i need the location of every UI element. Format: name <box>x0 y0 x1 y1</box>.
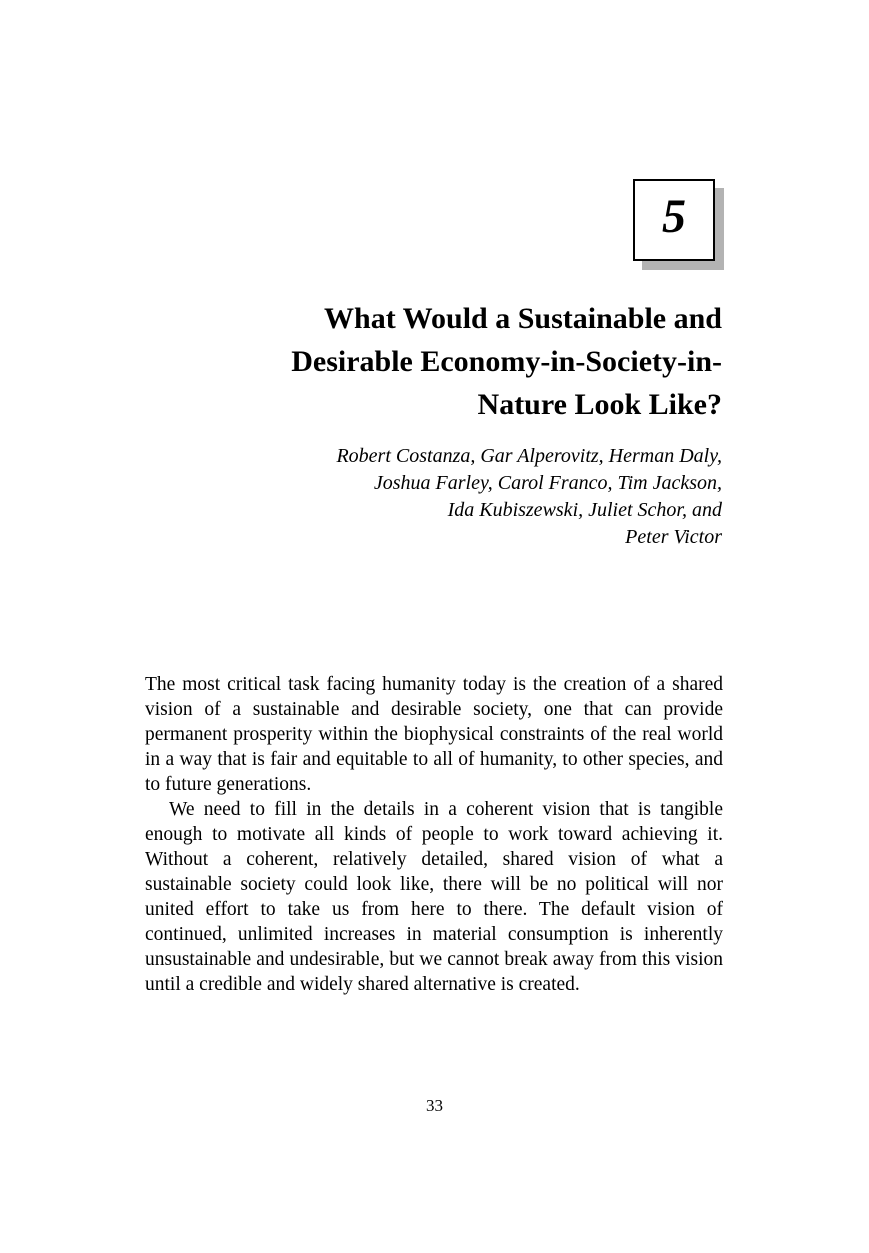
chapter-number: 5 <box>662 190 686 243</box>
author-list <box>122 443 722 551</box>
author-line-1: Robert Costanza, Gar Alperovitz, Herman Daly, <box>336 445 722 467</box>
chapter-title-line-2: Desirable Economy-in-Society-in- <box>291 345 722 378</box>
page-number: 33 <box>426 1096 443 1115</box>
body-paragraph-2: We need to fill in the details in a coherent vision that is tangible enough to motivate all kinds of people to work toward achieving it. Without a coherent, relatively detailed, shared vision of what a sustainable society could look like, there will be no political will nor united effort to take us from here to there. The default vision of continued, unlimited increases in material consumption is inherently unsustainable and undesirable, but we cannot break away from this vision until a credible and widely shared alternative is created. <box>145 799 723 995</box>
chapter-title-line-1: What Would a Sustainable and <box>324 302 722 335</box>
chapter-title <box>122 297 722 426</box>
chapter-body <box>145 672 723 997</box>
chapter-title-line-3: Nature Look Like? <box>477 388 722 421</box>
author-line-2: Joshua Farley, Carol Franco, Tim Jackson, <box>373 472 722 494</box>
chapter-number-box <box>633 179 715 261</box>
body-paragraph-1: The most critical task facing humanity today is the creation of a shared vision of a sustainable and desirable society, one that can provide permanent prosperity within the biophysical constraints of the real world in a way that is fair and equitable to all of humanity, to other species, and to future generations. <box>145 674 723 795</box>
author-line-4: Peter Victor <box>625 526 722 548</box>
author-line-3: Ida Kubiszewski, Juliet Schor, and <box>447 499 722 521</box>
